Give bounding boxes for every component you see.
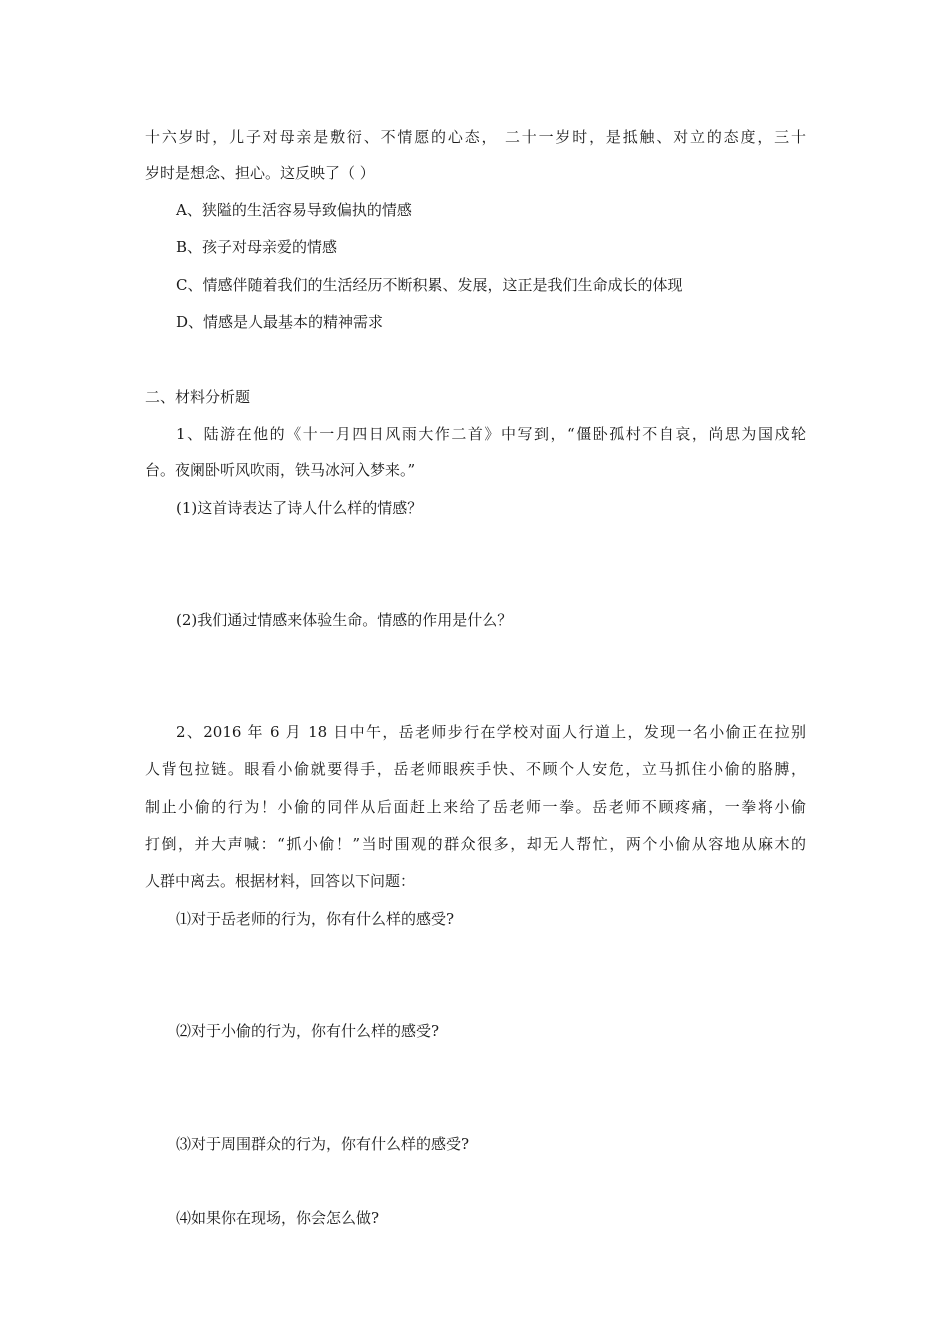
q1-line-1: 1、陆游在他的《十一月四日风雨大作二首》中写到，“僵卧孤村不自哀，尚思为国戍轮 [176,425,806,443]
q2-line-4: 打倒，并大声喊：“抓小偷！”当时围观的群众很多，却无人帮忙，两个小偷从容地从麻木的 [145,835,806,853]
q1-sub-question-2: (2)我们通过情感来体验生命。情感的作用是什么？ [176,611,513,629]
q2-sub-question-2: ⑵对于小偷的行为，你有什么样的感受? [176,1022,440,1040]
q1-sub-question-1: (1)这首诗表达了诗人什么样的情感？ [176,499,423,517]
q2-sub-question-1: ⑴对于岳老师的行为，你有什么样的感受? [176,910,455,928]
option-c: C、情感伴随着我们的生活经历不断积累、发展，这正是我们生命成长的体现 [176,276,683,294]
q2-sub-question-4: ⑷如果你在现场，你会怎么做? [176,1209,380,1227]
q2-line-5: 人群中离去。根据材料，回答以下问题： [145,872,416,890]
q2-line-1: 2、2016 年 6 月 18 日中午，岳老师步行在学校对面人行道上，发现一名小偷正在拉别 [176,723,806,741]
question-stem-line-1: 十六岁时，儿子对母亲是敷衍、不情愿的心态， 二十一岁时，是抵触、对立的态度，三十 [145,128,806,146]
option-d: D、情感是人最基本的精神需求 [176,313,384,331]
q2-line-3: 制止小偷的行为！小偷的同伴从后面赶上来给了岳老师一拳。岳老师不顾疼痛，一拳将小偷 [145,798,806,816]
q2-sub-question-3: ⑶对于周围群众的行为，你有什么样的感受? [176,1135,470,1153]
question-stem-line-2: 岁时是想念、担心。这反映了（ ） [145,164,375,182]
q1-line-2: 台。夜阑卧听风吹雨，铁马冰河入梦来。” [145,461,416,479]
option-b: B、孩子对母亲爱的情感 [176,238,338,256]
section-heading: 二、材料分析题 [145,388,251,406]
q2-line-2: 人背包拉链。眼看小偷就要得手，岳老师眼疾手快、不顾个人安危，立马抓住小偷的胳膊， [145,760,806,778]
option-a: A、狭隘的生活容易导致偏执的情感 [176,201,412,219]
